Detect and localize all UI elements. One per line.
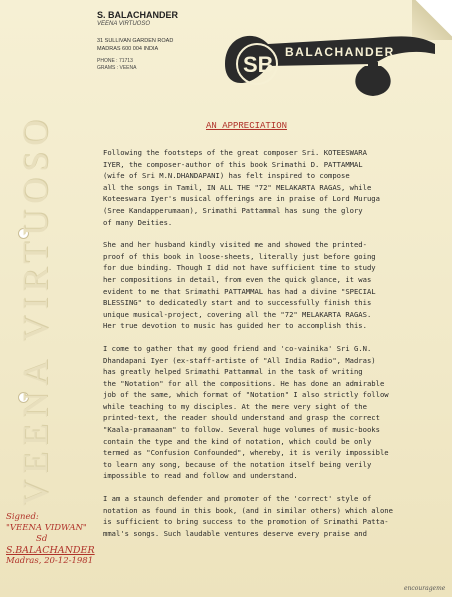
text-line: Koteeswara Iyer's musical offerings are in praise of Lord Muruga [103,194,380,204]
text-line: Dhandapani Iyer (ex-staff-artiste of "All India Radio", Madras) [103,355,376,365]
letterhead [97,10,178,72]
text-line: all the songs in Tamil, IN ALL THE "72" MELAKARTA RAGAS, while [103,182,372,192]
text-line: I am a staunch defender and promoter of the 'correct' style of [103,494,372,504]
text-line: proof of this book in loose-sheets, literally just before going [103,251,376,261]
text-line: to learn any song, because of the notation itself being verily [103,459,372,469]
text-line: termed as "Confusion Confounded", whereby, it is verily impossible [103,448,389,458]
text-line: Following the footsteps of the great composer Sri. KOTEESWARA [103,148,367,157]
text-line: impossible to read and follow and understand. [103,471,298,481]
document-heading: AN APPRECIATION [206,121,288,131]
text-line: evident to me that Srimathi PATTAMMAL has had a divine "SPECIAL [103,286,376,296]
text-line: unique musical-project, covering all the "72" MELAKARTA RAGAS. [103,309,372,319]
text-line: mmal's songs. Such laudable ventures deserve every praise and [103,528,367,538]
text-line: notation as found in this book, (and in similar others) which alone [103,505,393,515]
logo-wordmark: BALACHANDER [285,45,395,59]
text-line: BLESSING" to dedicatedly start and to successfully finish this [103,298,372,308]
veena-logo-icon [223,24,437,100]
text-line: the "Notation" for all the compositions. He has done an admirable [103,378,385,388]
text-line: of many Deities. [103,217,173,227]
text-line: Her true devotion to music has guided her to accomplish this. [103,321,367,331]
continuation-note: encourageme [404,585,446,592]
grams-address: GRAMS : VEENA [97,65,137,71]
signature-line: "VEENA VIDWAN" [6,523,87,533]
text-line: I come to gather that my good friend and 'co-vainika' Sri G.N. [103,343,372,353]
signature-line: Sd [36,534,48,544]
address-line: 31 SULLIVAN GARDEN ROAD [97,38,174,44]
letterhead-contact [97,58,178,72]
letterhead-subtitle: VEENA VIRTUOSO [97,21,151,27]
handwritten-signature-note [6,512,101,567]
text-line: contain the type and the kind of notation, which could be only [103,436,372,446]
text-line: is sufficient to bring success to the promotion of Srimathi Patta- [103,517,389,527]
text-line: has greatly helped Srimathi Pattammal in the task of writing [103,367,363,377]
watermark-text: VEENA VIRTUOSO [15,113,55,506]
address-line: MADRAS 600 004 INDIA [97,46,159,52]
letterhead-address [97,37,178,53]
paragraph [103,493,447,539]
letterhead-name: S. BALACHANDER [97,10,178,20]
text-line: her compositions in detail, from even the quick glance, it was [103,274,372,284]
text-line: (wife of Sri M.N.DHANDAPANI) has felt inspired to compose [103,171,350,181]
signature-name: S.BALACHANDER [6,545,95,556]
logo-monogram: SB [243,52,274,77]
letter-body [103,147,447,550]
text-line: "Kaala-pramaanam" to follow. Several huge volumes of music-books [103,425,380,435]
text-line: printed-text, the reader should understand and grasp the correct [103,413,380,423]
text-line: for due binding. Though I did not have sufficient time to study [103,263,376,273]
signature-date: Madras, 20-12-1981 [6,556,94,566]
text-line: She and her husband kindly visited me and showed the printed- [103,240,367,250]
paragraph [103,147,447,228]
paragraph [103,343,447,482]
phone-number: PHONE : 71713 [97,58,133,64]
text-line: job of the same, which format of "Notation" I also strictly follow [103,390,389,400]
text-line: (Sree Kandapperumaan), Srimathi Pattammal has sung the glory [103,205,363,215]
text-line: while teaching to my disciples. At the mere very sight of the [103,401,367,411]
signature-line: Signed: [6,512,39,522]
paragraph [103,239,447,332]
text-line: IYER, the composer-author of this book Srimathi D. PATTAMMAL [103,159,363,169]
